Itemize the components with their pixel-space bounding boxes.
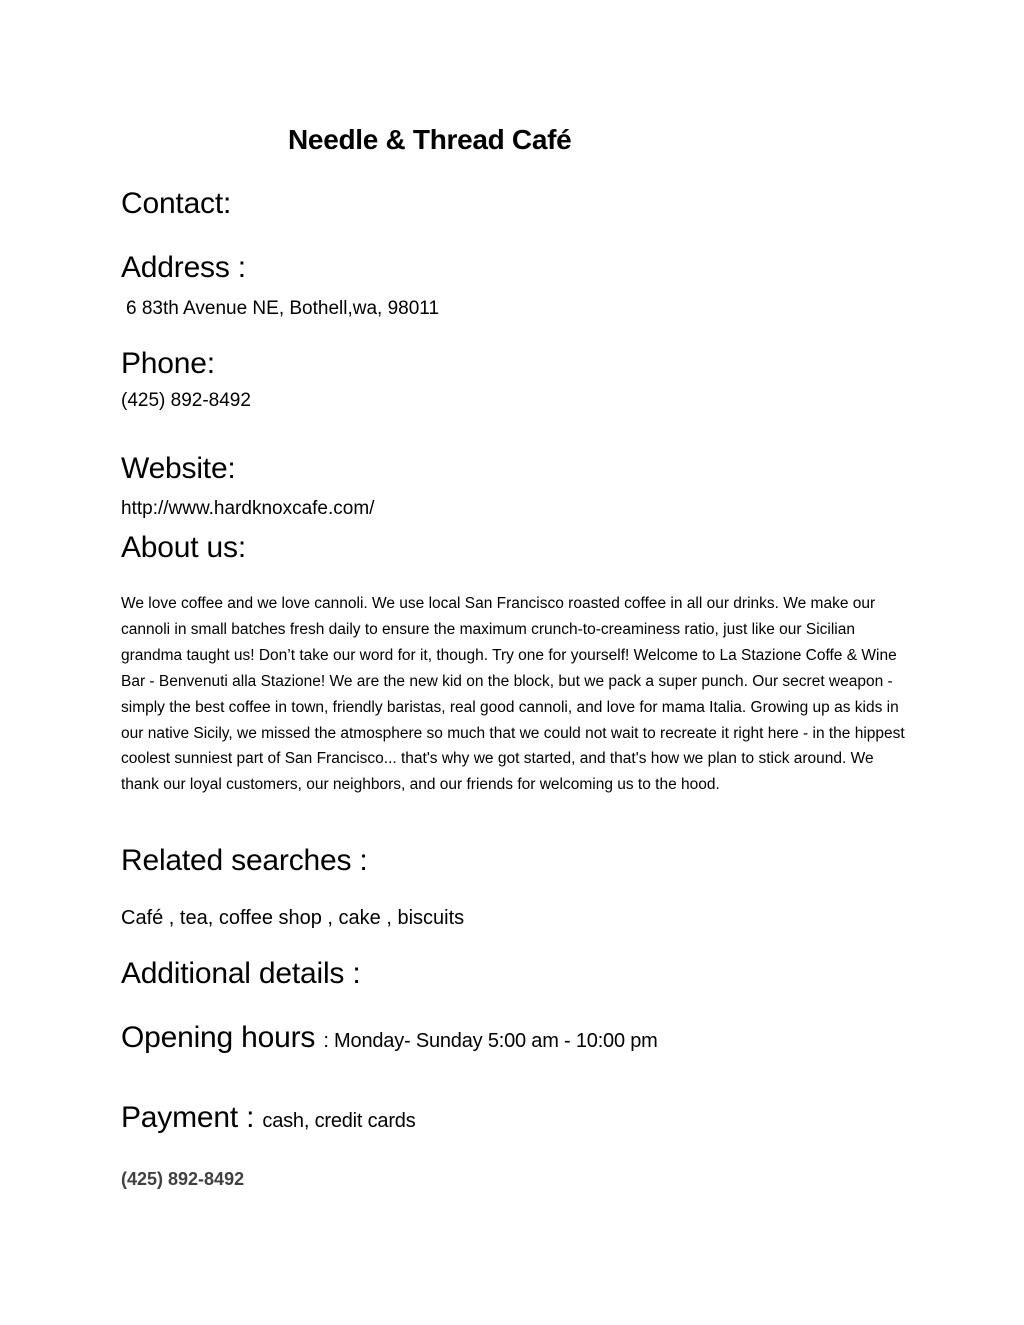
footer-phone: (425) 892-8492 (121, 1169, 245, 1189)
additional-details-heading: Additional details : (121, 957, 361, 990)
opening-hours-row (121, 1021, 658, 1055)
related-searches-heading: Related searches : (121, 844, 368, 877)
website-link[interactable]: http://www.hardknoxcafe.com/ (121, 498, 375, 519)
address-value: 6 83th Avenue NE, Bothell,wa, 98011 (126, 298, 440, 319)
opening-hours-heading: Opening hours (121, 1021, 316, 1054)
website-heading: Website: (121, 452, 236, 485)
address-heading: Address : (121, 251, 246, 284)
phone-value: (425) 892-8492 (121, 390, 251, 411)
phone-heading: Phone: (121, 347, 215, 380)
payment-row (121, 1101, 416, 1135)
opening-hours-value: : Monday- Sunday 5:00 am - 10:00 pm (323, 1030, 658, 1052)
related-searches-value: Café , tea, coffee shop , cake , biscuits (121, 907, 465, 929)
payment-heading: Payment : (121, 1101, 255, 1134)
page-title: Needle & Thread Café (288, 124, 572, 155)
payment-value: cash, credit cards (262, 1110, 416, 1132)
about-heading: About us: (121, 531, 246, 564)
contact-heading: Contact: (121, 187, 232, 220)
about-body: We love coffee and we love cannoli. We use local San Francisco roasted coffee in all our drinks. We make our cannoli in small batches fresh daily to ensure the maximum crunch-to-creaminess ratio, just like our Sicilian grandma taught us! Don’t take our word for it, though. Try one for yourself! Welcome to La Stazione Coffe & Wine Bar - Benvenuti alla Stazione! We are the new kid on the block, but we pack a super punch. Our secret weapon - simply the best coffee in town, friendly baristas, real good cannoli, and love for mama Italia. Growing up as kids in our native Sicily, we missed the atmosphere so much that we could not wait to recreate it right here - in the hippest coolest sunniest part of San Francisco... that's why we got started, and that's how we plan to stick around. We thank our loyal customers, our neighbors, and our friends for welcoming us to the hood. (121, 595, 905, 794)
